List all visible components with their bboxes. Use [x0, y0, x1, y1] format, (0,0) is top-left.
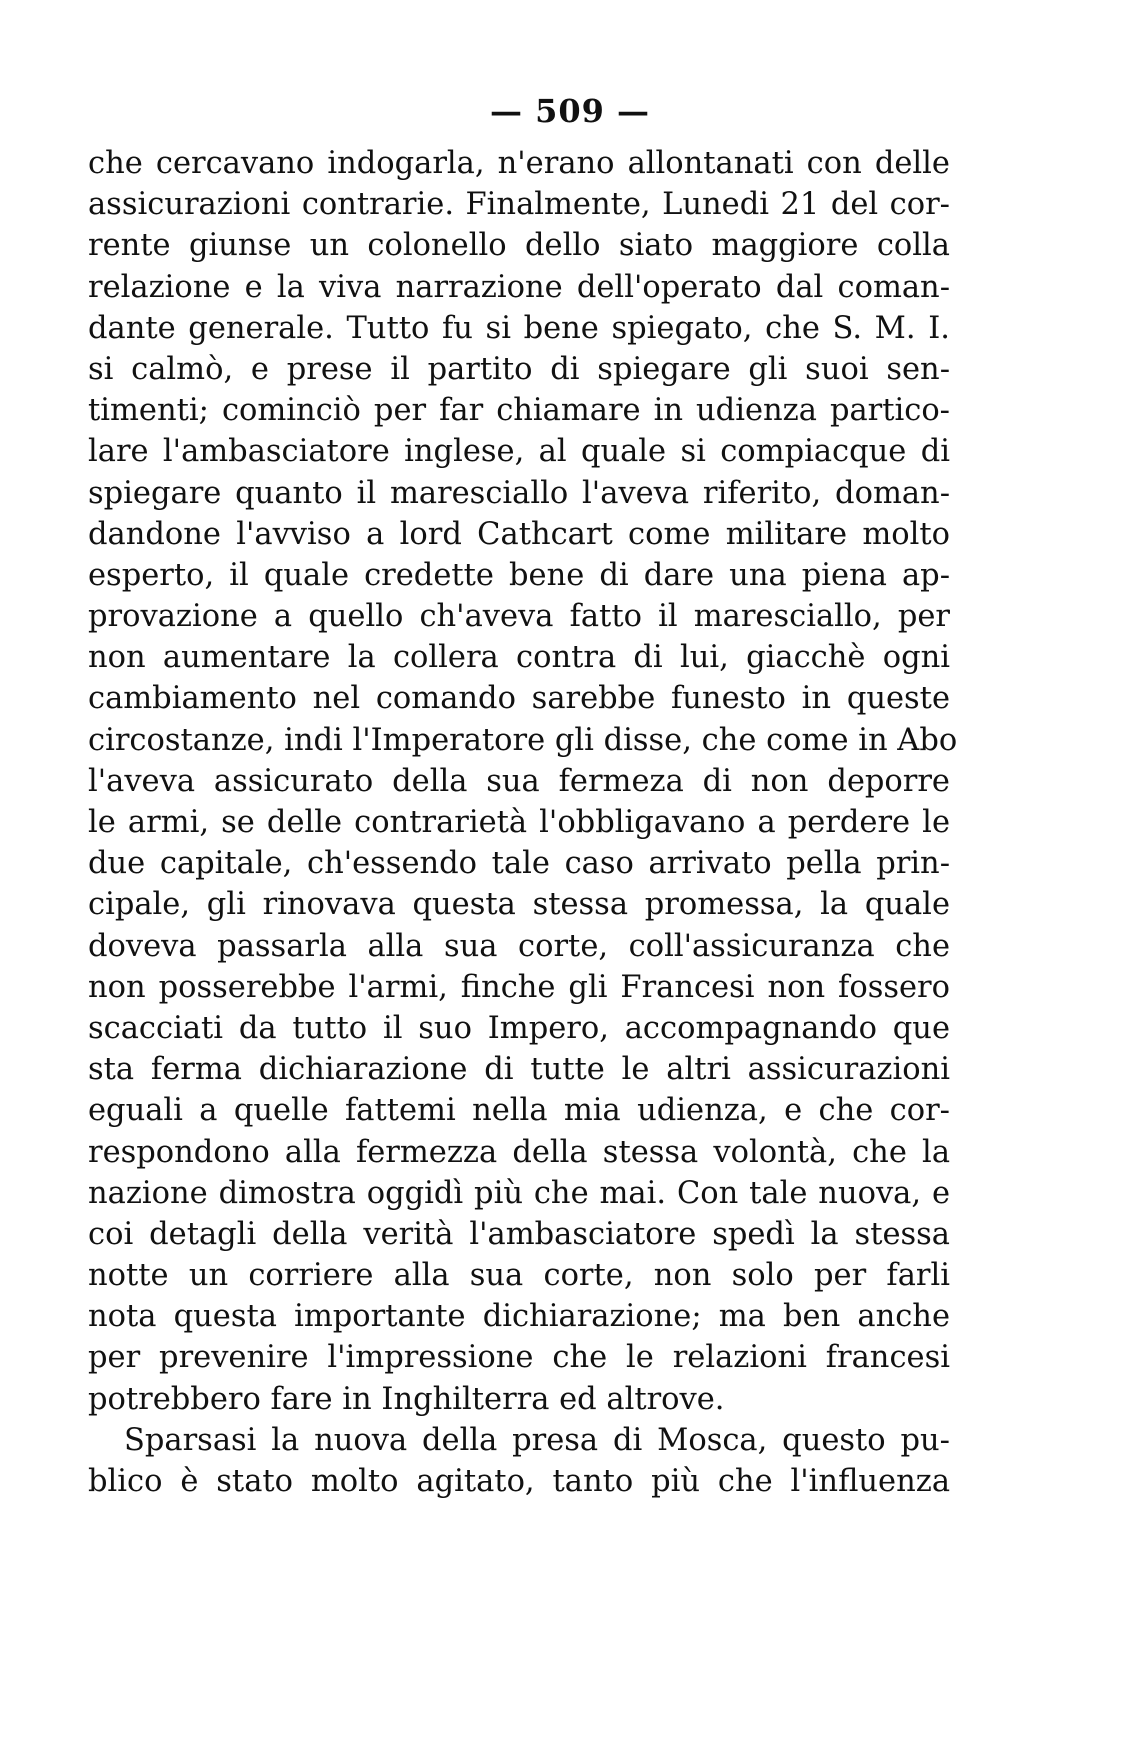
text-line: cambiamento nel comando sarebbe funesto in queste [88, 681, 950, 717]
paragraph [88, 1420, 950, 1502]
text-line: circostanze, indi l'Imperatore gli disse, che come in Abo [88, 722, 958, 758]
text-line: nota questa importante dichiarazione; ma ben anche [88, 1299, 950, 1335]
text-line: nazione dimostra oggidì più che mai. Con tale nuova, e [88, 1175, 950, 1211]
text-line: che cercavano indogarla, n'erano allontanati con delle [88, 146, 950, 181]
page-number: — 509 — [489, 92, 651, 130]
text-line: per prevenire l'impressione che le relazioni francesi [88, 1340, 950, 1376]
text-line: non aumentare la collera contra di lui, giacchè ogni [88, 640, 950, 676]
text-line: l'aveva assicurato della sua fermeza di non deporre [88, 763, 950, 799]
text-line: relazione e la viva narrazione dell'operato dal coman- [88, 269, 950, 305]
text-line: le armi, se delle contrarietà l'obbligavano a perdere le [88, 805, 950, 840]
text-line: provazione a quello ch'aveva fatto il maresciallo, per [88, 599, 950, 635]
text-line: blico è stato molto agitato, tanto più che l'influenza [88, 1464, 950, 1499]
text-line: eguali a quelle fattemi nella mia udienza, e che cor- [88, 1093, 950, 1129]
text-line: lare l'ambasciatore inglese, al quale si compiacque di [88, 434, 950, 470]
text-line: si calmò, e prese il partito di spiegare gli suoi sen- [88, 351, 950, 387]
text-line: non posserebbe l'armi, finche gli Francesi non fossero [88, 969, 950, 1005]
text-line: sta ferma dichiarazione di tutte le altri assicurazioni [88, 1052, 950, 1088]
text-line: coi detagli della verità l'ambasciatore spedì la stessa [88, 1216, 950, 1252]
text-line: scacciati da tutto il suo Impero, accompagnando que [88, 1010, 950, 1046]
text-line: cipale, gli rinovava questa stessa promessa, la quale [88, 887, 950, 923]
text-line: doveva passarla alla sua corte, coll'assicuranza che [88, 928, 950, 964]
text-line: Sparsasi la nuova della presa di Mosca, questo pu- [124, 1422, 950, 1458]
text-line: rente giunse un colonello dello siato maggiore colla [88, 228, 950, 264]
text-line: esperto, il quale credette bene di dare una piena ap- [88, 557, 950, 593]
text-line: respondono alla fermezza della stessa volontà, che la [88, 1134, 950, 1170]
text-line: dante generale. Tutto fu si bene spiegato, che S. M. I. [88, 310, 950, 346]
text-line: assicurazioni contrarie. Finalmente, Lunedi 21 del cor- [88, 187, 950, 223]
text-line: spiegare quanto il maresciallo l'aveva riferito, doman- [88, 475, 950, 511]
text-line: dandone l'avviso a lord Cathcart come militare molto [88, 516, 950, 552]
text-line: timenti; cominciò per far chiamare in udienza partico- [88, 393, 950, 429]
text-line: notte un corriere alla sua corte, non solo per farli [88, 1258, 950, 1294]
text-line: potrebbero fare in Inghilterra ed altrove. [88, 1381, 725, 1417]
paragraph [88, 143, 958, 1420]
text-line: due capitale, ch'essendo tale caso arrivato pella prin- [88, 846, 950, 882]
body-text [88, 143, 958, 1502]
